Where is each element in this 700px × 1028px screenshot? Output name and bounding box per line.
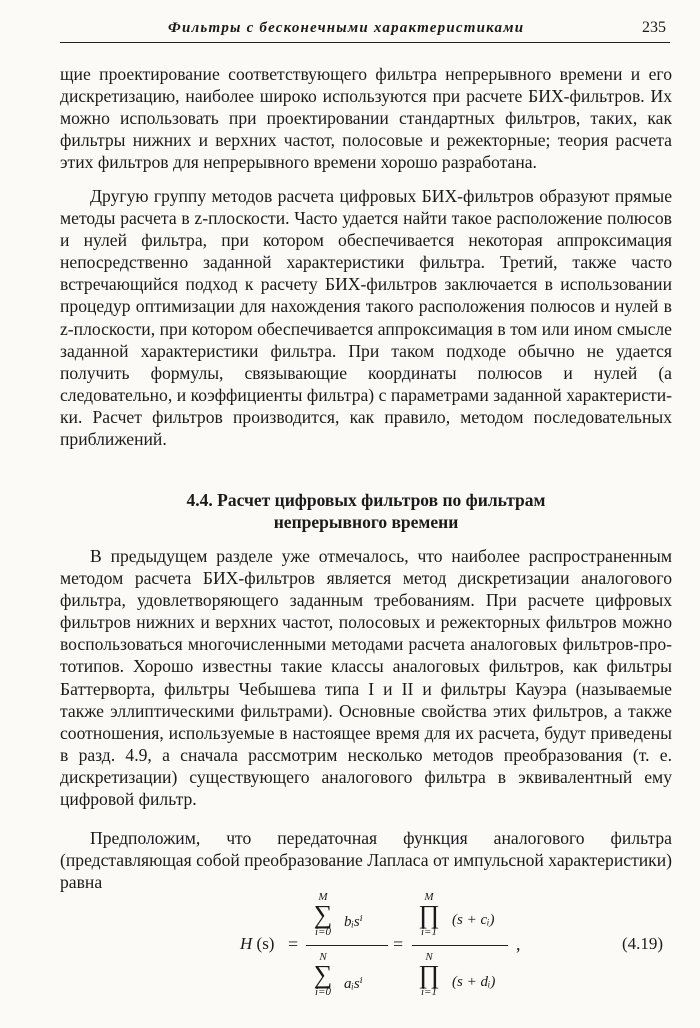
denominator-product-symbol: ∏: [418, 960, 440, 989]
numerator-sum: [308, 892, 338, 938]
formula-trailing-comma: ,: [516, 934, 521, 954]
running-head: [60, 18, 670, 43]
numerator-product-lower: i=1: [421, 926, 437, 938]
formula-equals-1: =: [288, 934, 299, 954]
denominator-sum-upper: N: [319, 951, 327, 963]
numerator-product: [414, 892, 444, 938]
denominator-sum: [308, 952, 338, 998]
denominator-sum-symbol: ∑: [313, 960, 333, 989]
fraction-bar-1: [306, 945, 388, 946]
numerator-product-symbol: ∏: [418, 900, 440, 929]
denominator-product-lower: i=1: [421, 986, 437, 998]
equation-number: (4.19): [622, 934, 664, 953]
numerator-product-upper: M: [424, 891, 434, 903]
denominator-product-term: (s + dᵢ): [452, 974, 496, 990]
numerator-product-term: (s + cᵢ): [452, 912, 495, 928]
paragraph-3: В предыдущем разделе уже отмечалось, что наиболее распространенным методом расчета БИХ-фильтров является метод дискретизации аналогового фильтра, удовлетворяющего заданным требованиям. При расчете цифровых фильтров нижних и верхних частот, полосовых и режекторных фильтров можно воспользоваться многочисленными методами расчета аналоговых фильтров-прототипов. Хорошо известны такие классы аналоговых фильтров, как фильтры Баттерворта, фильтры Чебышева типа I и II и фильтры Кауэра (называемые также эллиптическими фильтрами). Основные свойства этих фильтров, а также соотношения, используемые в настоящее время для их расчета, будут приведены в разд. 4.9, а сначала рассмотрим несколько методов преобразования (т. е. дискретизации) существующего аналогового фильтра в эквивалентный ему цифровой фильтр.: [60, 546, 672, 810]
formula-lhs: [240, 934, 274, 954]
formula-lhs-func: H: [240, 934, 253, 953]
section-heading-line-1: 4.4. Расчет цифровых фильтров по фильтрам: [186, 490, 546, 510]
transfer-function-formula: [240, 890, 640, 1005]
sum-fraction: [306, 890, 388, 1005]
denominator-product: [414, 952, 444, 998]
paragraph-2: Другую группу методов расчета цифровых БИХ-фильтров образуют прямые методы расчета в z-плоскости. Часто удается найти такое расположение полюсов и нулей фильтра, при котором обеспечивается некоторая аппроксимация непосредственно заданной характеристики фильтра. Третий, также часто встречающийся подход к расчету БИХ-фильтров заключается в использовании процедур оптимизации для нахождения такого расположения полюсов и нулей в z-плоскости, при котором обеспечивается аппроксимация в том или ином смысле заданной характеристики фильтра. При таком подходе обычно не удается получить формулы, связывающие координаты полюсов и нулей (а следовательно, и коэффициенты фильтра) с параметрами заданной характеристики. Расчет фильтров производится, как правило, методом последовательных приближений.: [60, 186, 672, 450]
denominator-sum-lower: i=0: [315, 986, 331, 998]
numerator-sum-symbol: ∑: [313, 900, 333, 929]
fraction-bar-2: [412, 945, 508, 946]
formula-lhs-arg: (s): [256, 934, 275, 953]
numerator-sum-upper: M: [318, 891, 328, 903]
formula-equals-2: =: [393, 934, 404, 954]
section-heading-line-2: непрерывного времени: [273, 512, 459, 532]
paragraph-4: Предположим, что передаточная функция аналогового фильтра (представляющая собой преобразование Лапласа от импульсной характеристики) равна: [60, 828, 672, 893]
running-head-title: Фильтры с бесконечными характеристиками: [168, 20, 525, 36]
page-number: 235: [642, 19, 666, 36]
section-heading: [60, 489, 672, 533]
paragraph-1: щие проектирование соответствующего фильтра непрерывного времени и его дискретизацию, наиболее широко используются при расчете БИХ-фильтров. Их можно использовать при проектировании стандартных фильтров, таких, как фильтры нижних и верхних частот, полосовые и режекторные; теория расчета этих фильтров для непрерывного времени хорошо разработана.: [60, 64, 672, 173]
numerator-sum-lower: i=0: [315, 926, 331, 938]
denominator-product-upper: N: [425, 951, 433, 963]
product-fraction: [412, 890, 508, 1005]
numerator-term: bᵢsⁱ: [344, 914, 363, 930]
denominator-term: aᵢsⁱ: [344, 976, 363, 992]
